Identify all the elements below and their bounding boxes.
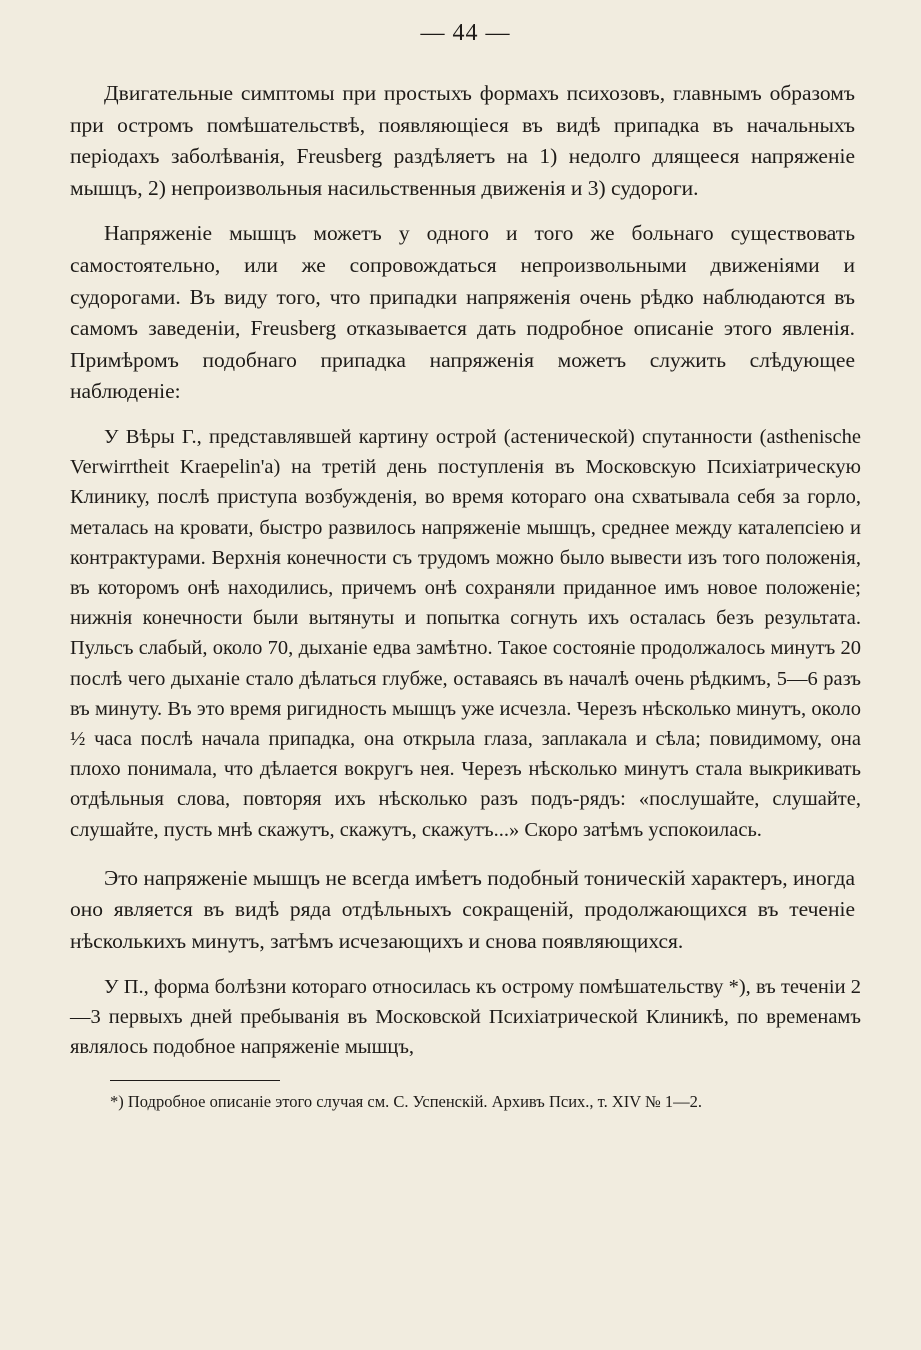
footnote: *) Подробное описаніе этого случая см. С. Успенскій. Архивъ Псих., т. XIV № 1—2. [110, 1092, 703, 1112]
paragraph-case-vera: У Вѣры Г., представлявшей картину острой (астенической) спутанности (asthenische Verwirrtheit Kraepelin'а) на третій день поступленія въ Московскую Психіатрическую Клинику, послѣ приступа возбужденія, во время котораго она схватывала себя за горло, металась на кровати, быстро развилось напряженіе мышцъ, среднее между каталепсіею и контрактурами. Верхнія конечности съ трудомъ можно было вывести изъ того положенія, въ которомъ онѣ находились, причемъ онѣ сохраняли приданное имъ новое положеніе; нижнія конечности были вытянуты и попытка согнуть ихъ осталась безъ результата. Пульсъ слабый, около 70, дыханіе едва замѣтно. Такое состояніе продолжалось минутъ 20 послѣ чего дыханіе стало дѣлаться глубже, оставаясь въ началѣ очень рѣдкимъ, 5—6 разъ въ минуту. Въ это время ригидность мышцъ уже исчезла. Черезъ нѣсколько минутъ, около ½ часа послѣ начала припадка, она открыла глаза, заплакала и сѣла; повидимому, она плохо понимала, что дѣлается вокругъ нея. Черезъ нѣсколько минутъ стала выкрикивать отдѣльныя слова, повторяя ихъ нѣсколько разъ подъ-рядъ: «послушайте, слушайте, слушайте, пусть мнѣ скажутъ, скажутъ, скажутъ...» Скоро затѣмъ успокоилась. [70, 425, 861, 841]
paragraph-muscle-tension: Напряженіе мышцъ можетъ у одного и того же больнаго существовать самостоятельно, или же сопровождаться непроизвольными движеніями и судорогами. Въ виду того, что припадки напряженія очень рѣдко наблюдаются въ самомъ заведеніи, Freusberg отказывается дать подробное описаніе этого явленія. Примѣромъ подобнаго припадка напряженія можетъ служить слѣдующее наблюденіе: [70, 221, 855, 404]
paragraph-tonic-character: Это напряженіе мышцъ не всегда имѣетъ подобный тоническій характеръ, иногда оно является въ видѣ ряда отдѣльныхъ сокращеній, продолжающихся въ теченіе нѣсколькихъ минутъ, затѣмъ исчезающихъ и снова появляющихся. [70, 865, 855, 953]
footnote-divider [110, 1080, 280, 1081]
paragraph-motor-symptoms: Двигательные симптомы при простыхъ формахъ психозовъ, главнымъ образомъ при остромъ помѣшательствѣ, появляющіеся въ видѣ припадка въ начальныхъ періодахъ заболѣванія, Freusberg раздѣляетъ на 1) недолго длящееся напряженіе мышцъ, 2) непроизвольныя насильственныя движенія и 3) судороги. [70, 81, 855, 200]
paragraph-case-p: У П., форма болѣзни котораго относилась къ острому помѣшательству *), въ теченіи 2—3 первыхъ дней пребыванія въ Московской Психіатрической Клиникѣ, по временамъ являлось подобное напряженіе мышцъ, [70, 975, 861, 1058]
page-number: — 44 — [420, 20, 511, 46]
